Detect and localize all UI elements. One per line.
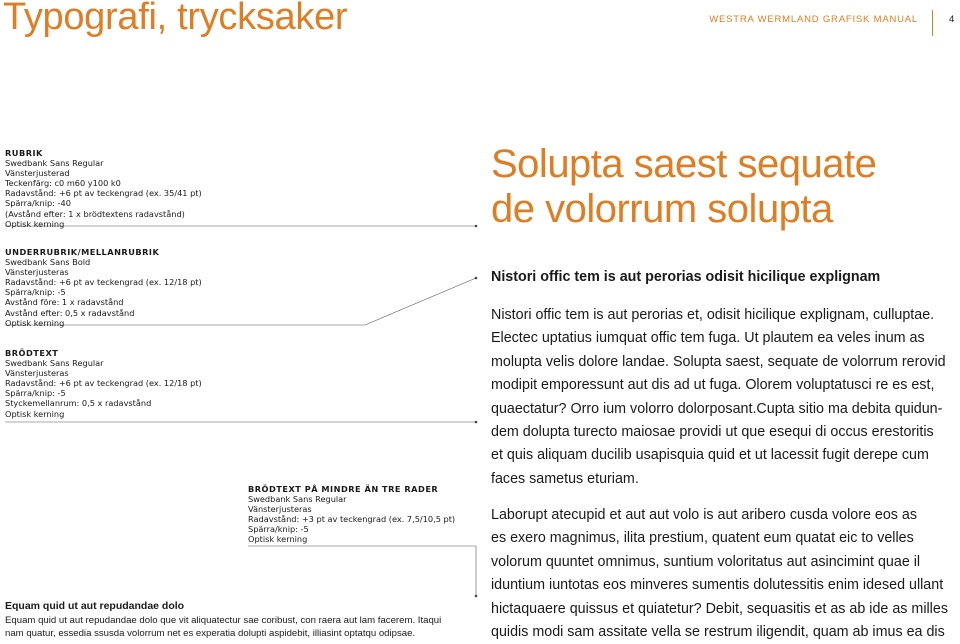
spec-line: Spärra/knip: -40 [5,198,71,209]
spec-line: Styckemellanrum: 0,5 x radavstånd [5,398,152,409]
spec-line: Optisk kerning [5,218,65,229]
body-line: quaectatur? Orro ium volorro dolorposant.Cupta sitio ma debita quidun- [491,400,943,417]
body-line: hictaquaere quissus et quiatetur? Debit, sequasitis et as ab ide as milles [491,600,948,617]
sample-paragraph-2 [491,504,948,644]
small-text-line: Equam quid ut aut repudandae dolo que vit aliquatectur sae coribust, con raera aut lam facerem. Itaqui [5,615,442,626]
headline-line: Solupta saest sequate [491,142,877,186]
small-sample-text [5,614,441,640]
spec-line: Avstånd efter: 0,5 x radavstånd [5,307,135,318]
spec-line: Vänsterjusteras [5,267,69,278]
body-line: et quis aliquam ducilib usapisquia quid et ut lacessit fugit derepe cum [491,447,929,464]
spec-heading: UNDERRUBRIK/MELLANRUBRIK [5,247,160,257]
body-line: volorum quuntet omnimus, suntium voloritatus aut asincimint quae il [491,553,921,570]
spec-line: Swedbank Sans Regular [5,358,104,369]
guide-dot-underrubrik [475,277,478,280]
headline-line: de volorrum solupta [491,187,833,231]
spec-line: Spärra/knip: -5 [5,388,66,399]
spec-line: Radavstånd: +6 pt av teckengrad (ex. 12/18 pt) [5,378,202,389]
body-line: Electec uptatius iumquat offic tem fuga. Ut plautem ea veles inum as [491,330,925,347]
spec-line: Teckenfärg: c0 m60 y100 k0 [5,178,121,189]
spec-brodtext [5,348,202,419]
spec-heading: BRÖDTEXT PÅ MINDRE ÄN TRE RADER [248,484,439,494]
spec-line: Optisk kerning [5,408,65,419]
spec-line: Swedbank Sans Regular [5,158,104,169]
spec-line: Spärra/knip: -5 [5,287,66,298]
body-line: es exero magnimus, ilita prestium, quatent eum quatat eic to velles [491,530,914,547]
guide-dot-brodtext [475,421,478,424]
body-line: quidis modi sam assitate vella se restrum iligendit, quam ab imus ea dis [491,624,945,641]
sample-headline [491,142,876,232]
spec-line: Vänsterjusteras [248,504,312,515]
spec-line: Swedbank Sans Regular [248,494,347,505]
spec-line: Radavstånd: +6 pt av teckengrad (ex. 35/41 pt) [5,188,202,199]
page-title: Typografi, trycksaker [3,0,348,38]
spec-line: Swedbank Sans Bold [5,257,91,268]
spec-line: Vänsterjusteras [5,368,69,379]
spec-line: Avstånd före: 1 x radavstånd [5,297,124,308]
spec-line: Optisk kerning [5,317,65,328]
spec-line: Radavstånd: +3 pt av teckengrad (ex. 7,5/10,5 pt) [248,514,456,525]
small-sample-heading: Equam quid ut aut repudandae dolo [5,600,185,612]
body-line: Laborupt atecupid et aut aut volo is aut aribero cusda volore eos as [491,507,918,523]
spec-line: Vänsterjusterad [5,168,70,179]
sample-paragraph-1 [491,304,946,491]
spec-underrubrik [5,247,202,328]
spec-line: Optisk kerning [248,534,308,545]
spec-heading: BRÖDTEXT [5,348,59,358]
spec-brodtext-small [248,484,455,545]
body-line: Nistori offic tem is aut perorias et, odisit hicilique explignam, culluptae. [491,307,935,323]
body-line: modipit emporessunt aut dis ad ut fuga. Olorem voluptatusci re es est, [491,377,935,394]
spec-rubrik [5,148,202,229]
body-line: faces sametus eturiam. [491,470,639,487]
spec-line: Spärra/knip: -5 [248,524,309,535]
body-line: dem dolupta turecto maiosae providi ut que esequi di occus erestoritis [491,424,934,441]
guide-dot-small [475,595,478,598]
body-line: molupta velis dolore landae. Solupta saest, sequate de volorrum rerovid [491,353,946,370]
guide-dot-rubrik [475,225,478,228]
spec-line: Radavstånd: +6 pt av teckengrad (ex. 12/18 pt) [5,277,202,288]
small-text-line: nam quatur, essedia ssusda volorrum net es experatia dolupti aspidebit, illiasint optatqu odipsae. [5,628,416,639]
spec-line: (Avstånd efter: 1 x brödtextens radavstånd) [5,208,185,219]
manual-title: WESTRA WERMLAND GRAFISK MANUAL [709,14,918,25]
body-line: iduntium iuntotas eos minveres sumentis dolutessitis enim idesed ullant [491,577,944,594]
page-number: 4 [949,14,955,25]
sample-subhead: Nistori offic tem is aut perorias odisit hicilique explignam [491,269,881,285]
spec-heading: RUBRIK [5,148,43,158]
